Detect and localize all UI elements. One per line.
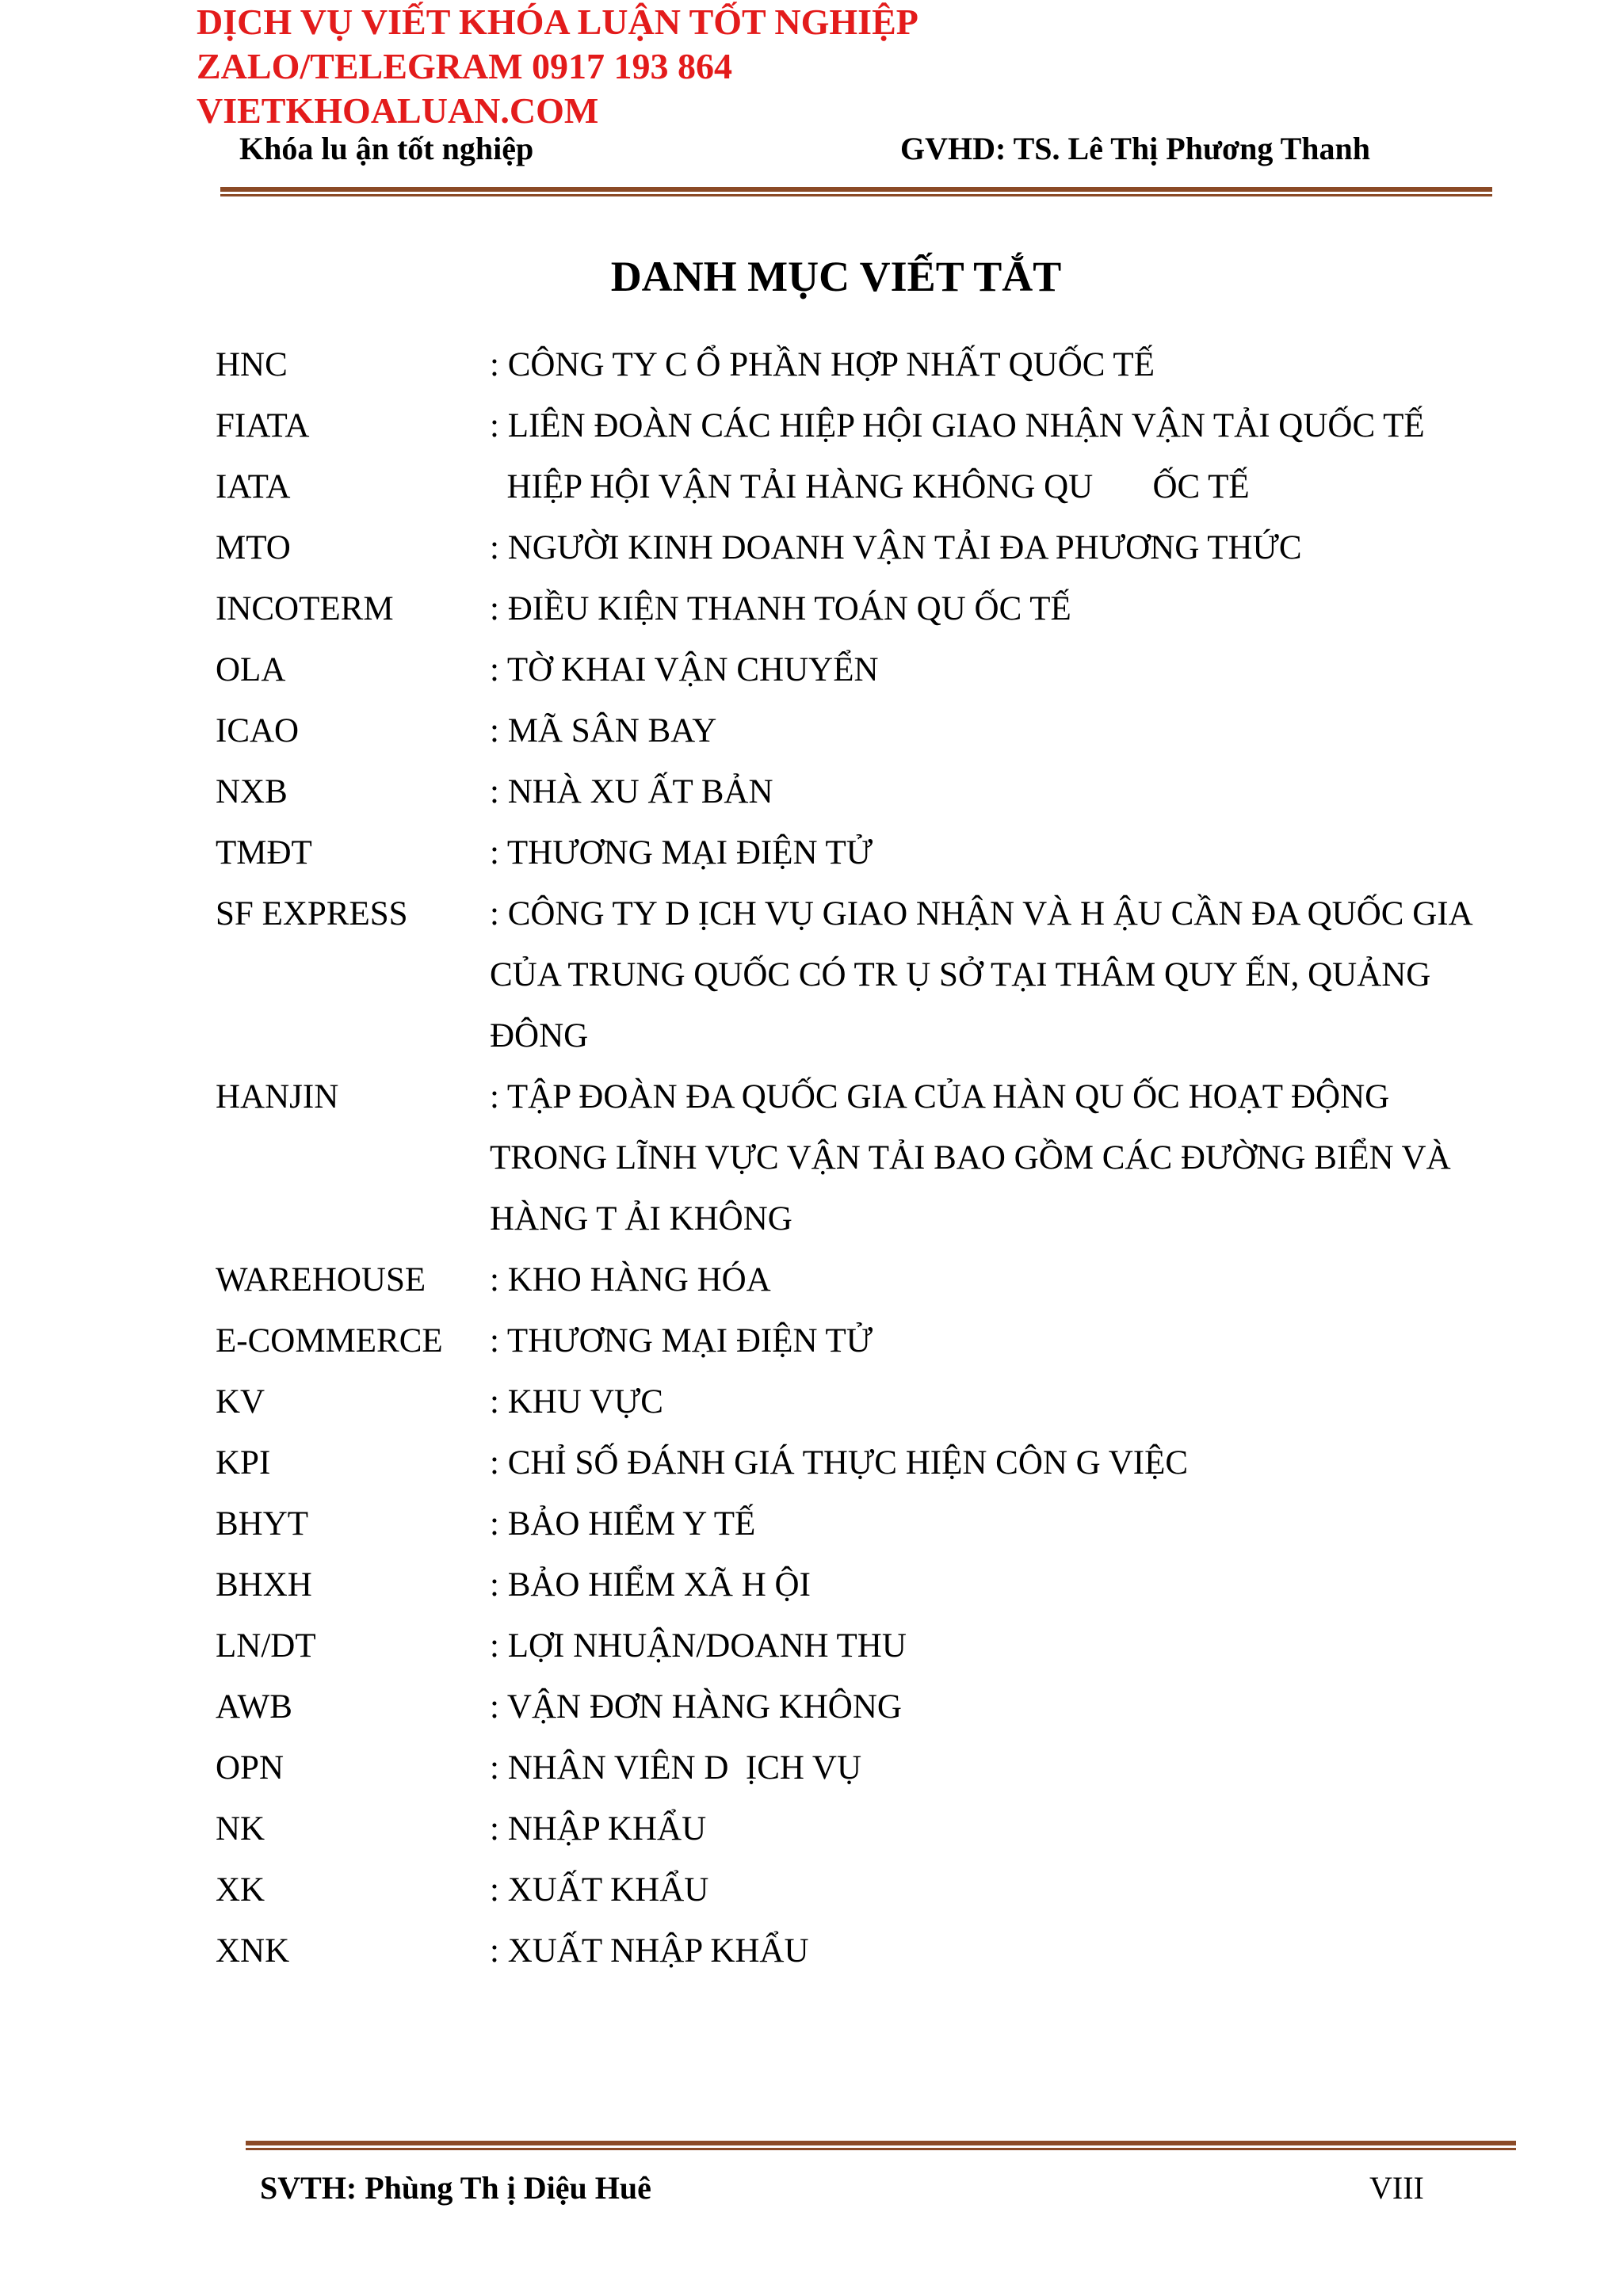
abbreviation-term: NK [216,1810,265,1848]
abbreviation-term: BHXH [216,1566,312,1604]
watermark-line-website: VIETKHOALUAN.COM [197,90,599,131]
abbreviation-definition: : BẢO HIỂM XÃ H ỘI [490,1566,811,1604]
abbreviation-row [216,639,1499,700]
abbreviation-definition: : LIÊN ĐOÀN CÁC HIỆP HỘI GIAO NHẬN VẬN TẢI QUỐC TẾ [490,407,1425,444]
abbreviation-term: SF EXPRESS [216,895,408,933]
abbreviation-definition: : THƯƠNG MẠI ĐIỆN TỬ [490,1322,873,1360]
abbreviation-row [216,1920,1499,1981]
abbreviation-term: MTO [216,529,291,566]
abbreviation-definition: : NHÀ XU ẤT BẢN [490,773,773,810]
abbreviation-row [216,456,1499,517]
abbreviation-term: E-COMMERCE [216,1322,443,1360]
abbreviation-row [216,395,1499,456]
abbreviation-row [216,334,1499,395]
abbreviation-definition: : CÔNG TY D ỊCH VỤ GIAO NHẬN VÀ H ẬU CẦN ĐA QUỐC GIA CỦA TRUNG QUỐC CÓ TR Ụ SỞ TẠI THÂM QUY ẾN, QUẢNG ĐÔNG [490,895,1480,1055]
abbreviation-definition: : TỜ KHAI VẬN CHUYỂN [490,651,879,688]
abbreviation-term: OLA [216,651,286,688]
abbreviation-row [216,1798,1499,1859]
abbreviation-term: INCOTERM [216,590,394,627]
abbreviation-term: AWB [216,1688,292,1726]
abbreviation-definition: : NGƯỜI KINH DOANH VẬN TẢI ĐA PHƯƠNG THỨC [490,529,1302,566]
abbreviation-definition: : LỢI NHUẬN/DOANH THU [490,1627,907,1665]
abbreviation-term: LN/DT [216,1627,316,1665]
abbreviation-row [216,1066,1499,1249]
abbreviation-row [216,822,1499,883]
abbreviation-row [216,1737,1499,1798]
abbreviation-term: HANJIN [216,1078,339,1116]
watermark-line-contact: ZALO/TELEGRAM 0917 193 864 [197,46,733,86]
abbreviation-term: IATA [216,468,291,505]
abbreviation-term: TMĐT [216,834,312,871]
abbreviation-row [216,1249,1499,1310]
abbreviation-definition: : KHU VỰC [490,1383,663,1421]
abbreviation-definition: : MÃ SÂN BAY [490,712,717,749]
abbreviation-definition: : BẢO HIỂM Y TẾ [490,1505,756,1543]
watermark-banner [197,0,918,133]
abbreviation-term: HNC [216,346,288,383]
abbreviation-term: WAREHOUSE [216,1261,426,1299]
abbreviation-row [216,761,1499,822]
abbreviation-row [216,1615,1499,1676]
footer-student: SVTH: Phùng Th ị Diệu Huê [260,2170,651,2206]
header-divider [220,187,1492,198]
abbreviation-term: KV [216,1383,265,1421]
abbreviation-definition: : NHÂN VIÊN D ỊCH VỤ [490,1749,862,1787]
abbreviation-term: BHYT [216,1505,309,1543]
header-supervisor: GVHD: TS. Lê Thị Phương Thanh [900,131,1371,166]
footer-divider [246,2141,1516,2152]
abbreviation-row [216,1432,1499,1493]
watermark-line-service: DỊCH VỤ VIẾT KHÓA LUẬN TỐT NGHIỆP [197,2,918,42]
abbreviation-row [216,1859,1499,1920]
abbreviation-definition: : THƯƠNG MẠI ĐIỆN TỬ [490,834,873,871]
abbreviation-row [216,883,1499,1066]
abbreviation-row [216,578,1499,639]
header-document-type: Khóa lu ận tốt nghiệp [239,131,534,166]
abbreviation-row [216,1310,1499,1371]
page-title: DANH MỤC VIẾT TẮT [610,253,1062,300]
abbreviation-definition: : CÔNG TY C Ổ PHẦN HỢP NHẤT QUỐC TẾ [490,346,1155,383]
abbreviation-term: ICAO [216,712,300,749]
abbreviation-term: OPN [216,1749,285,1787]
abbreviation-row [216,1676,1499,1737]
page-number: VIII [1369,2170,1424,2206]
abbreviation-definition: : XUẤT KHẨU [490,1871,709,1909]
abbreviation-definition: : VẬN ĐƠN HÀNG KHÔNG [490,1688,902,1726]
abbreviation-row [216,700,1499,761]
abbreviation-row [216,1371,1499,1432]
abbreviation-row [216,517,1499,578]
abbreviation-definition: : ĐIỀU KIỆN THANH TOÁN QU ỐC TẾ [490,590,1071,627]
abbreviation-definition: : XUẤT NHẬP KHẨU [490,1932,809,1970]
abbreviation-definition: : KHO HÀNG HÓA [490,1261,771,1299]
abbreviation-definition: : TẬP ĐOÀN ĐA QUỐC GIA CỦA HÀN QU ỐC HOẠT ĐỘNG TRONG LĨNH VỰC VẬN TẢI BAO GỒM CÁC ĐƯỜNG BIỂN VÀ HÀNG T ẢI KHÔNG [490,1078,1460,1238]
abbreviation-row [216,1493,1499,1554]
abbreviation-term: NXB [216,773,288,810]
abbreviation-row [216,1554,1499,1615]
abbreviation-list [216,334,1499,1981]
abbreviation-term: XNK [216,1932,290,1970]
abbreviation-definition: : NHẬP KHẨU [490,1810,707,1848]
abbreviation-term: FIATA [216,407,310,444]
abbreviation-term: XK [216,1871,265,1909]
abbreviation-term: KPI [216,1444,271,1482]
abbreviation-definition: : CHỈ SỐ ĐÁNH GIÁ THỰC HIỆN CÔN G VIỆC [490,1444,1189,1482]
abbreviation-definition: HIỆP HỘI VẬN TẢI HÀNG KHÔNG QU ỐC TẾ [490,468,1250,505]
